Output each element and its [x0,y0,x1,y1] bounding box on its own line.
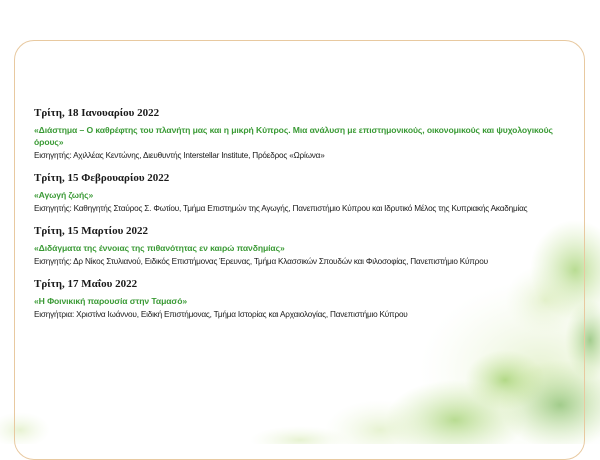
events-list [34,106,574,330]
event-item [34,106,574,162]
event-date: Τρίτη, 15 Μαρτίου 2022 [34,225,149,237]
event-date: Τρίτη, 15 Φεβρουαρίου 2022 [34,172,170,184]
event-title: «Αγωγή ζωής» [34,190,94,200]
event-speaker: Εισηγητής: Δρ Νίκος Στυλιανού, Ειδικός Επιστήμονας Έρευνας, Τμήμα Κλασσικών Σπουδών και Φιλοσοφίας, Πανεπιστήμιο Κύπρου [34,257,488,266]
event-item [34,277,574,321]
event-date: Τρίτη, 18 Ιανουαρίου 2022 [34,107,160,119]
event-title: «Διάστημα – Ο καθρέφτης του πλανήτη μας και η μικρή Κύπρος. Μια ανάλυση με επιστημονικούς, οικονομικούς και ψυχολογικούς όρους» [34,125,553,147]
event-date: Τρίτη, 17 Μαΐου 2022 [34,278,138,290]
event-speaker: Εισηγήτρια: Χριστίνα Ιωάννου, Ειδική Επιστήμονας, Τμήμα Ιστορίας και Αρχαιολογίας, Πανεπιστήμιο Κύπρου [34,310,408,319]
event-speaker: Εισηγητής: Αχιλλέας Κεντώνης, Διευθυντής Interstellar Institute, Πρόεδρος «Ωρίωνα» [34,151,325,160]
event-title: «Διδάγματα της έννοιας της πιθανότητας εν καιρώ πανδημίας» [34,243,285,253]
event-item [34,171,574,215]
event-title: «Η Φοινικική παρουσία στην Ταμασό» [34,296,188,306]
event-speaker: Εισηγητής: Καθηγητής Σταύρος Σ. Φωτίου, Τμήμα Επιστημών της Αγωγής, Πανεπιστήμιο Κύπρου και Ιδρυτικό Μέλος της Κυπριακής Ακαδημίας [34,204,528,213]
event-item [34,224,574,268]
